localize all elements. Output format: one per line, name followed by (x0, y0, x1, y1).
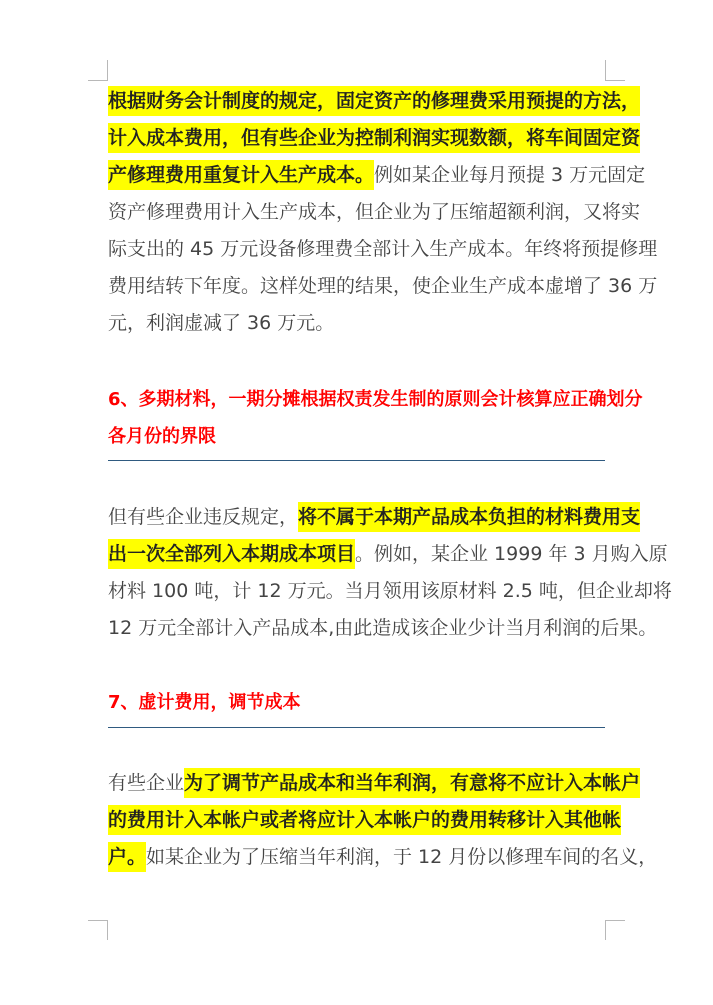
paragraph-line (108, 802, 622, 838)
heading-divider (108, 727, 605, 728)
section-heading-6-cont (108, 419, 605, 455)
paragraph-line (108, 305, 605, 341)
body-text: 元，利润虚减了 36 万元。 (108, 312, 335, 334)
highlighted-text: 计入成本费用，但有些企业为控制利润实现数额，将车间固定资 (108, 123, 640, 153)
crop-mark-bottom-left-h (88, 920, 108, 921)
crop-mark-bottom-left-v (107, 920, 108, 940)
highlighted-text: 户。 (108, 842, 146, 872)
paragraph-line (108, 536, 668, 572)
body-text: 际支出的 45 万元设备修理费全部计入生产成本。年终将预提修理 (108, 238, 658, 260)
crop-mark-top-left-v (107, 60, 108, 80)
paragraph-line (108, 610, 658, 646)
body-text: 。例如，某企业 1999 年 3 月购入原 (355, 543, 668, 565)
highlighted-text: 为了调节产品成本和当年利润，有意将不应计入本帐户 (184, 768, 640, 798)
heading-text: 6、多期材料，一期分摊根据权责发生制的原则会计核算应正确划分 (108, 389, 643, 410)
section-heading-6 (108, 382, 643, 418)
body-text: 有些企业 (108, 772, 185, 794)
paragraph-line (108, 231, 658, 267)
section-heading-7 (108, 685, 605, 721)
paragraph-line (108, 120, 641, 156)
body-text: 但有些企业违反规定， (108, 506, 299, 528)
paragraph-line (108, 499, 641, 535)
heading-text: 7、虚计费用，调节成本 (108, 692, 301, 713)
crop-mark-bottom-right-h (605, 920, 625, 921)
crop-mark-bottom-right-v (605, 920, 606, 940)
paragraph-line (108, 839, 658, 875)
highlighted-text: 将不属于本期产品成本负担的材料费用支 (298, 502, 640, 532)
body-text: 12 万元全部计入产品成本,由此造成该企业少计当月利润的后果。 (108, 617, 658, 639)
paragraph-line (108, 157, 646, 193)
highlighted-text: 出一次全部列入本期成本项目 (108, 539, 355, 569)
paragraph-line (108, 573, 672, 609)
paragraph-line (108, 194, 641, 230)
heading-text: 各月份的界限 (108, 426, 216, 447)
body-text: 资产修理费用计入生产成本，但企业为了压缩超额利润，又将实 (108, 201, 641, 223)
highlighted-text: 的费用计入本帐户或者将应计入本帐户的费用转移计入其他帐 (108, 805, 621, 835)
paragraph-line (108, 83, 641, 119)
highlighted-text: 根据财务会计制度的规定，固定资产的修理费采用预提的方法， (108, 86, 640, 116)
highlighted-text: 产修理费用重复计入生产成本。 (108, 160, 374, 190)
heading-divider (108, 460, 605, 461)
crop-mark-top-left-h (88, 80, 108, 81)
body-text: 如某企业为了压缩当年利润，于 12 月份以修理车间的名义， (146, 846, 658, 868)
crop-mark-top-right-h (605, 80, 625, 81)
crop-mark-top-right-v (605, 60, 606, 80)
paragraph-line (108, 268, 658, 304)
paragraph-line (108, 765, 641, 801)
body-text: 材料 100 吨，计 12 万元。当月领用该原材料 2.5 吨，但企业却将 (108, 580, 672, 602)
body-text: 例如某企业每月预提 3 万元固定 (374, 164, 646, 186)
body-text: 费用结转下年度。这样处理的结果，使企业生产成本虚增了 36 万 (108, 275, 658, 297)
